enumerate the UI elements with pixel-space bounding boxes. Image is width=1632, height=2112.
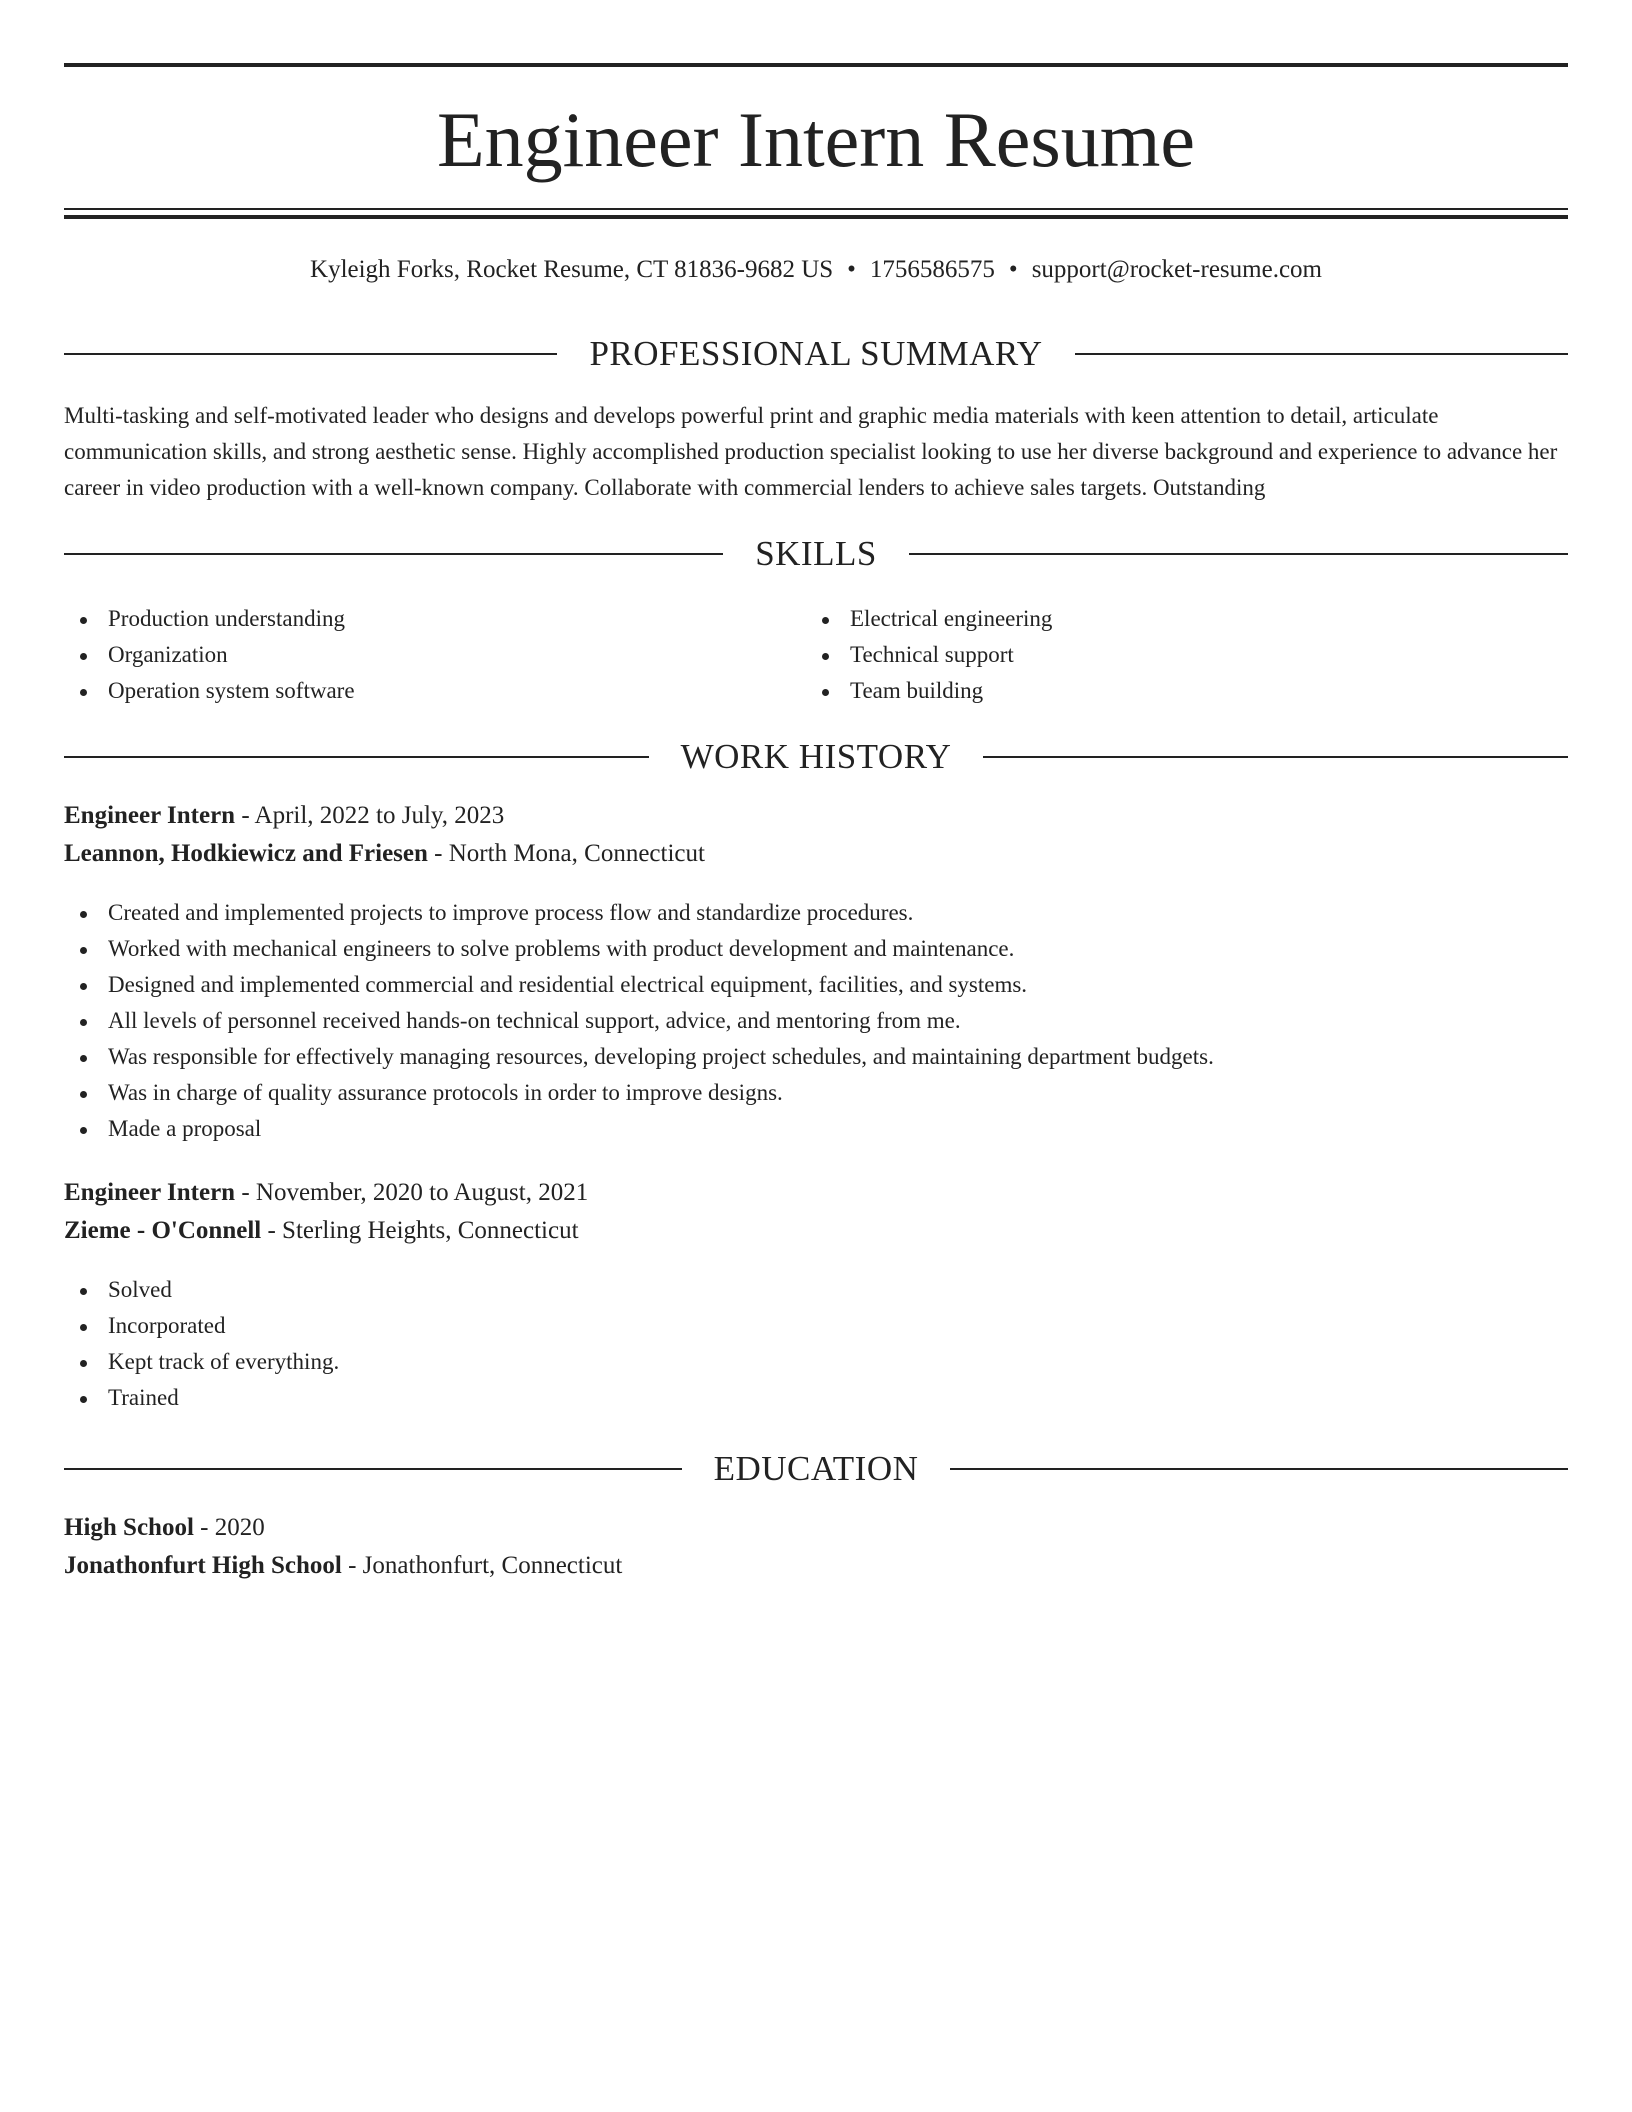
section-title: EDUCATION [713, 1449, 919, 1488]
education-degree-line [64, 1509, 1568, 1547]
job-dates: - April, 2022 to July, 2023 [235, 802, 505, 829]
skill-item: Operation system software [64, 673, 764, 709]
job-bullet: Solved [64, 1272, 1568, 1308]
job-title: Engineer Intern [64, 802, 236, 829]
resume-title: Engineer Intern Resume [436, 96, 1196, 183]
job-company: Leannon, Hodkiewicz and Friesen [64, 840, 428, 867]
skill-item: Organization [64, 637, 764, 673]
education-school: Jonathonfurt High School [64, 1552, 342, 1579]
heading-rule [64, 553, 723, 555]
job-location: - Sterling Heights, Connecticut [261, 1217, 579, 1244]
job-bullet: Incorporated [64, 1308, 1568, 1344]
section-title: WORK HISTORY [680, 737, 952, 776]
contact-phone: 1756586575 [869, 256, 995, 283]
section-title: PROFESSIONAL SUMMARY [589, 334, 1043, 373]
section-title: SKILLS [755, 534, 877, 573]
job-location: - North Mona, Connecticut [427, 840, 705, 867]
education-location: - Jonathonfurt, Connecticut [341, 1552, 623, 1579]
contact-email: support@rocket-resume.com [1031, 256, 1322, 283]
heading-rule [64, 1468, 682, 1470]
heading-rule [64, 756, 649, 758]
job-bullet: Trained [64, 1380, 1568, 1416]
job-bullet: Designed and implemented commercial and residential electrical equipment, facilities, and systems. [64, 967, 1568, 1003]
skill-item: Electrical engineering [806, 601, 1506, 637]
education-degree: High School [64, 1514, 194, 1541]
summary-paragraph: Multi-tasking and self-motivated leader who designs and develops powerful print and graphic media materials with keen attention to detail, articulate communication skills, and strong aesthetic sense. Highly accomplished production specialist looking to use her diverse background and experience to advance her career in video production with a well-known company. Collaborate with commercial lenders to achieve sales targets. Outstanding [64, 403, 1558, 500]
job-bullet: All levels of personnel received hands-on technical support, advice, and mentoring from me. [64, 1003, 1568, 1039]
job-bullet: Kept track of everything. [64, 1344, 1568, 1380]
job-dates: - November, 2020 to August, 2021 [235, 1179, 589, 1206]
job-bullets [64, 1272, 1568, 1416]
job-title-line [64, 797, 1568, 835]
section-heading-skills [64, 532, 1568, 576]
skills-list-left [64, 601, 764, 709]
heading-rule [1075, 353, 1568, 355]
skill-item: Technical support [806, 637, 1506, 673]
job-bullet: Was responsible for effectively managing resources, developing project schedules, and maintaining department budgets. [64, 1039, 1568, 1075]
contact-line [64, 252, 1568, 288]
education-school-line [64, 1547, 1568, 1585]
title-rule-thick [64, 215, 1568, 219]
top-rule [64, 63, 1568, 67]
heading-rule [909, 553, 1568, 555]
title-rule-thin [64, 208, 1568, 210]
job-bullet: Created and implemented projects to improve process flow and standardize procedures. [64, 895, 1568, 931]
bullet-separator: • [847, 256, 856, 283]
job-company-line [64, 1212, 1568, 1250]
job-bullet: Was in charge of quality assurance protocols in order to improve designs. [64, 1075, 1568, 1111]
job-title: Engineer Intern [64, 1179, 236, 1206]
job-company: Zieme - O'Connell [64, 1217, 262, 1244]
section-heading-summary [64, 332, 1568, 376]
job-bullet: Made a proposal [64, 1111, 1568, 1147]
skills-list-right [806, 601, 1506, 709]
job-title-line [64, 1174, 1568, 1212]
job-bullet: Worked with mechanical engineers to solve problems with product development and maintenance. [64, 931, 1568, 967]
skill-item: Production understanding [64, 601, 764, 637]
contact-address: Kyleigh Forks, Rocket Resume, CT 81836-9682 US [310, 256, 834, 283]
education-year: - 2020 [193, 1514, 265, 1541]
section-heading-education [64, 1447, 1568, 1491]
heading-rule [64, 353, 557, 355]
section-heading-work [64, 735, 1568, 779]
job-bullets [64, 895, 1568, 1147]
job-company-line [64, 835, 1568, 873]
skill-item: Team building [806, 673, 1506, 709]
heading-rule [983, 756, 1568, 758]
heading-rule [950, 1468, 1568, 1470]
bullet-separator: • [1008, 256, 1018, 283]
